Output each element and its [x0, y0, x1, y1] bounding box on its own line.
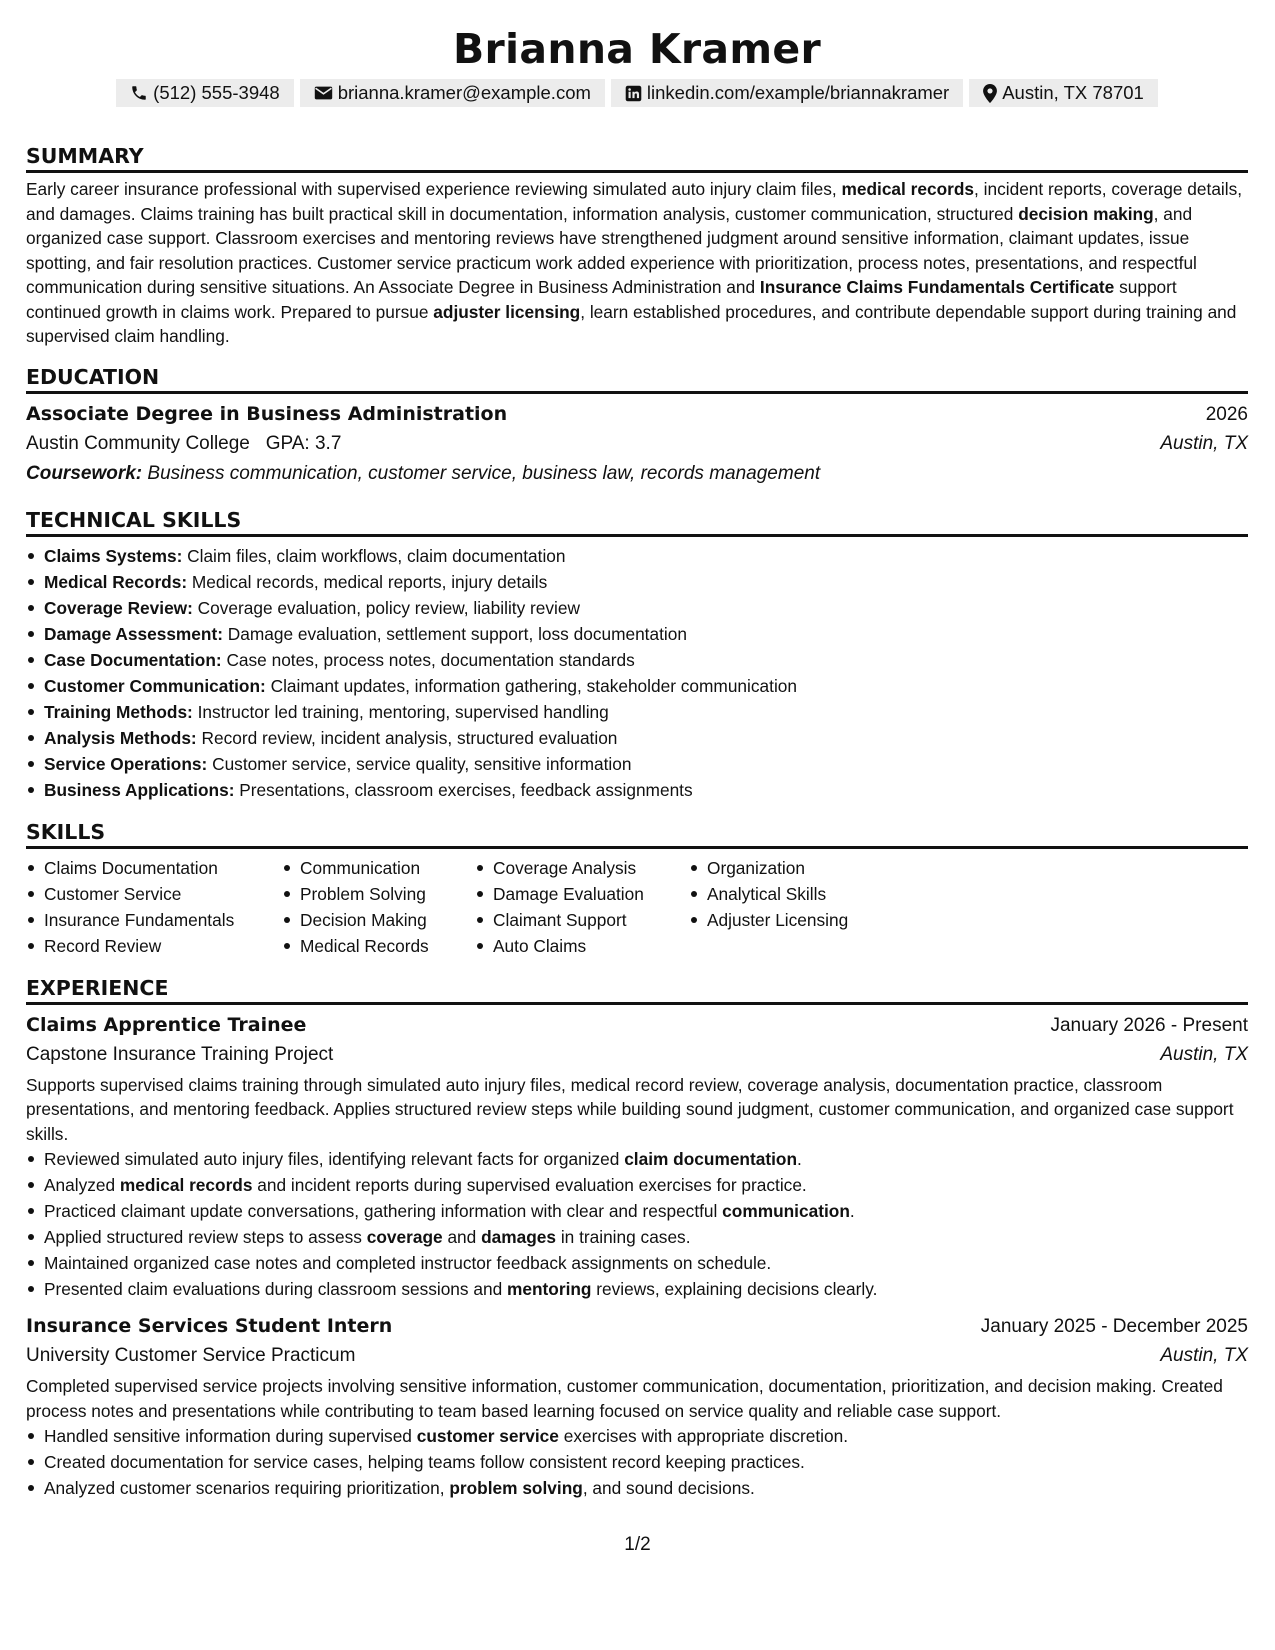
job-bullet: Handled sensitive information during supervised customer service exercises with appropriate discretion. — [44, 1423, 1248, 1449]
job-location: Austin, TX — [1160, 1043, 1248, 1065]
skill-item: Adjuster Licensing — [707, 907, 887, 933]
technical-skill-item — [44, 621, 1248, 647]
skill-item: Customer Service — [44, 881, 282, 907]
linkedin-chip[interactable] — [611, 79, 963, 107]
job-bullets — [26, 1146, 1248, 1302]
technical-skill-text: Record review, incident analysis, structured evaluation — [196, 727, 618, 748]
skill-item: Damage Evaluation — [493, 881, 689, 907]
job-entry — [26, 1312, 1248, 1501]
degree-row — [26, 400, 1248, 429]
job-location: Austin, TX — [1160, 1345, 1248, 1366]
skill-item: Problem Solving — [300, 881, 475, 907]
location-chip — [969, 79, 1158, 107]
experience-heading: EXPERIENCE — [26, 975, 1248, 1005]
skills-heading: SKILLS — [26, 819, 1248, 849]
skill-item: Communication — [300, 855, 475, 881]
job-title: Insurance Services Student Intern — [26, 1315, 393, 1337]
contact-bar — [26, 79, 1248, 107]
technical-skill-item — [44, 647, 1248, 673]
technical-skill-label: Service Operations: — [44, 753, 208, 774]
summary-heading: SUMMARY — [26, 143, 1248, 173]
school-info — [26, 429, 341, 459]
technical-skill-label: Business Applications: — [44, 779, 235, 800]
technical-skills-heading: TECHNICAL SKILLS — [26, 507, 1248, 537]
skill-item: Insurance Fundamentals — [44, 907, 282, 933]
technical-skill-text: Medical records, medical reports, injury details — [187, 571, 548, 592]
job-organization: Capstone Insurance Training Project — [26, 1043, 334, 1065]
job-entry — [26, 1011, 1248, 1303]
email-chip[interactable] — [300, 79, 605, 107]
technical-skill-item — [44, 569, 1248, 595]
skills-column — [689, 855, 887, 959]
skills-grid — [26, 855, 1248, 959]
job-summary: Completed supervised service projects involving sensitive information, customer communication, documentation, prioritization, and decision making. Created process notes and presentations while contributing to team based learning focused on service quality and reliable case support. — [26, 1376, 1223, 1421]
technical-skill-item — [44, 543, 1248, 569]
summary-section — [26, 143, 1248, 349]
job-title-row — [26, 1011, 1248, 1040]
technical-skill-label: Coverage Review: — [44, 597, 193, 618]
job-bullet: Reviewed simulated auto injury files, identifying relevant facts for organized claim documentation. — [44, 1146, 1248, 1172]
job-bullet: Presented claim evaluations during classroom sessions and mentoring reviews, explaining decisions clearly. — [44, 1276, 1248, 1302]
skill-item: Claims Documentation — [44, 855, 282, 881]
job-title-row — [26, 1312, 1248, 1341]
technical-skill-text: Customer service, service quality, sensitive information — [207, 753, 632, 774]
job-bullet: Applied structured review steps to assess coverage and damages in training cases. — [44, 1224, 1248, 1250]
technical-skill-text: Claim files, claim workflows, claim documentation — [182, 545, 566, 566]
technical-skill-label: Damage Assessment: — [44, 623, 223, 644]
technical-skills-section — [26, 507, 1248, 803]
technical-skill-item — [44, 777, 1248, 803]
technical-skill-item — [44, 699, 1248, 725]
skill-item: Analytical Skills — [707, 881, 887, 907]
school-row — [26, 429, 1248, 459]
technical-skill-item — [44, 725, 1248, 751]
technical-skill-text: Instructor led training, mentoring, supervised handling — [192, 701, 609, 722]
coursework: Coursework: Business communication, customer service, business law, records management — [26, 462, 821, 484]
skill-item: Claimant Support — [493, 907, 689, 933]
phone-number: (512) 555-3948 — [153, 82, 280, 103]
technical-skill-text: Damage evaluation, settlement support, loss documentation — [222, 623, 687, 644]
school-name: Austin Community College — [26, 432, 250, 454]
linkedin-icon — [625, 85, 642, 102]
experience-list — [26, 1011, 1248, 1502]
map-pin-icon — [983, 84, 997, 103]
skill-item: Record Review — [44, 933, 282, 959]
technical-skills-list — [26, 543, 1248, 803]
skills-section — [26, 819, 1248, 959]
education-section — [26, 364, 1248, 489]
skill-item: Coverage Analysis — [493, 855, 689, 881]
skill-item: Medical Records — [300, 933, 475, 959]
job-org-row — [26, 1040, 1248, 1070]
gpa: GPA: 3.7 — [265, 432, 342, 454]
technical-skill-item — [44, 673, 1248, 699]
job-bullet: Maintained organized case notes and completed instructor feedback assignments on schedule. — [44, 1250, 1248, 1276]
technical-skill-label: Analysis Methods: — [44, 727, 197, 748]
technical-skill-label: Training Methods: — [44, 701, 193, 722]
job-bullet: Created documentation for service cases, helping teams follow consistent record keeping practices. — [44, 1449, 1248, 1475]
technical-skill-item — [44, 751, 1248, 777]
job-org-row — [26, 1341, 1248, 1371]
degree-title: Associate Degree in Business Administration — [26, 402, 508, 425]
technical-skill-text: Presentations, classroom exercises, feedback assignments — [234, 779, 693, 800]
job-bullets — [26, 1423, 1248, 1501]
job-bullet: Practiced claimant update conversations, gathering information with clear and respectful communication. — [44, 1198, 1248, 1224]
technical-skill-item — [44, 595, 1248, 621]
summary-text: Early career insurance professional with supervised experience reviewing simulated auto injury claim files, medical records, incident reports, coverage details, and damages. Claims training has built practical skill in documentation, information analysis, customer communication, structured decision making, and organized case support. Classroom exercises and mentoring reviews have strengthened judgment around sensitive information, claimant updates, issue spotting, and fair resolution practices. Customer service practicum work added experience with prioritization, process notes, presentations, and respectful communication during sensitive situations. An Associate Degree in Business Administration and Insurance Claims Fundamentals Certificate support continued growth in claims work. Prepared to pursue adjuster licensing, learn established procedures, and contribute dependable support during training and supervised claim handling. — [26, 179, 1243, 346]
phone-icon — [130, 84, 148, 102]
skill-item: Organization — [707, 855, 887, 881]
technical-skill-label: Case Documentation: — [44, 649, 222, 670]
job-dates: January 2026 - Present — [1050, 1014, 1248, 1036]
technical-skill-label: Claims Systems: — [44, 545, 183, 566]
job-dates: January 2025 - December 2025 — [980, 1316, 1248, 1337]
phone-chip — [116, 79, 294, 107]
skill-item: Decision Making — [300, 907, 475, 933]
job-organization: University Customer Service Practicum — [26, 1345, 356, 1366]
skill-item: Auto Claims — [493, 933, 689, 959]
envelope-icon — [314, 85, 333, 101]
email-address[interactable]: brianna.kramer@example.com — [337, 82, 591, 103]
skills-column — [282, 855, 475, 959]
technical-skill-text: Coverage evaluation, policy review, liability review — [192, 597, 580, 618]
technical-skill-text: Claimant updates, information gathering, stakeholder communication — [265, 675, 798, 696]
linkedin-url[interactable]: linkedin.com/example/briannakramer — [646, 82, 950, 103]
school-location: Austin, TX — [1160, 432, 1248, 454]
skills-column — [26, 855, 282, 959]
technical-skill-label: Medical Records: — [44, 571, 188, 592]
job-title: Claims Apprentice Trainee — [26, 1013, 307, 1036]
technical-skill-text: Case notes, process notes, documentation standards — [221, 649, 635, 670]
location-text: Austin, TX 78701 — [1002, 82, 1144, 103]
resume-page — [26, 0, 1248, 1501]
page-number: 1/2 — [624, 1534, 651, 1555]
education-heading: EDUCATION — [26, 364, 1248, 394]
skills-column — [475, 855, 689, 959]
job-bullet: Analyzed medical records and incident reports during supervised evaluation exercises for practice. — [44, 1172, 1248, 1198]
technical-skill-label: Customer Communication: — [44, 675, 266, 696]
job-bullet: Analyzed customer scenarios requiring prioritization, problem solving, and sound decisions. — [44, 1475, 1248, 1501]
candidate-name: Brianna Kramer — [452, 25, 822, 73]
graduation-year: 2026 — [1205, 403, 1248, 425]
experience-section — [26, 975, 1248, 1502]
job-summary: Supports supervised claims training through simulated auto injury files, medical record review, coverage analysis, documentation practice, classroom presentations, and mentoring feedback. Applies structured review steps while building sound judgment, customer communication, and organized case support skills. — [26, 1074, 1234, 1144]
